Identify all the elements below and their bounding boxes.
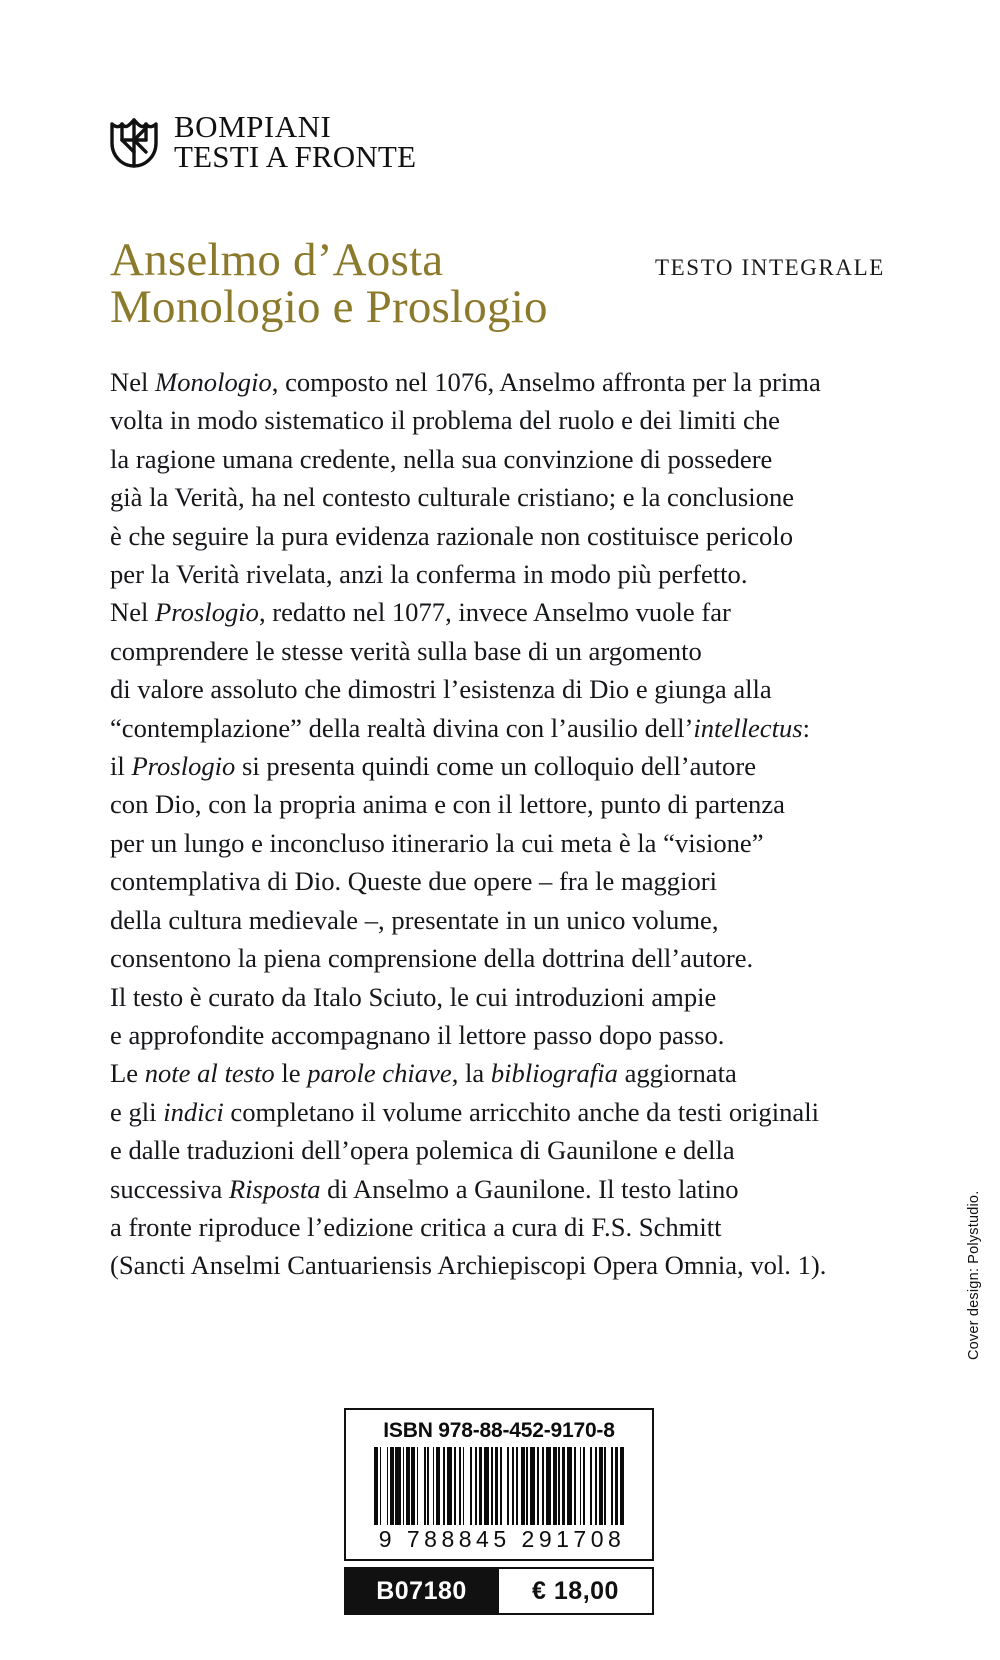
barcode-footer <box>344 1567 654 1615</box>
internal-code: B07180 <box>344 1567 499 1615</box>
cover-design-credit <box>966 1100 994 1360</box>
publisher-name-line1: BOMPIANI <box>174 109 332 144</box>
bompiani-shield-logo-icon <box>108 114 160 170</box>
blurb-line: contemplativa di Dio. Queste due opere – fra le maggiori <box>110 866 718 897</box>
barcode-block <box>344 1408 654 1615</box>
blurb-line: “contemplazione” della realtà divina con l’ausilio dell’intellectus: <box>110 712 811 743</box>
blurb-line: il Proslogio si presenta quindi come un colloquio dell’autore <box>110 751 757 782</box>
price-label: € 18,00 <box>499 1567 654 1615</box>
blurb-line: Nel Proslogio, redatto nel 1077, invece Anselmo vuole far <box>110 597 731 628</box>
barcode-card <box>344 1408 654 1561</box>
back-cover-blurb <box>110 363 880 1285</box>
author-name: Anselmo d’Aosta <box>110 234 444 286</box>
blurb-line: Le note al testo le parole chiave, la bibliografia aggiornata <box>110 1058 737 1089</box>
title-block <box>110 236 900 333</box>
barcode-bars <box>356 1447 642 1525</box>
publisher-series-line: TESTI A FRONTE <box>174 139 417 175</box>
blurb-line: è che seguire la pura evidenza razionale non costituisce pericolo <box>110 520 793 551</box>
blurb-line: con Dio, con la propria anima e con il lettore, punto di partenza <box>110 789 785 820</box>
book-title: Monologio e Proslogio <box>110 280 548 333</box>
cover-design-credit-text: Cover design: Polystudio. <box>966 1190 982 1360</box>
blurb-line: consentono la piena comprensione della dottrina dell’autore. <box>110 943 754 974</box>
publisher-wordmark <box>174 109 417 175</box>
blurb-line: Il testo è curato da Italo Sciuto, le cui introduzioni ampie <box>110 981 717 1012</box>
blurb-line: successiva Risposta di Anselmo a Gaunilone. Il testo latino <box>110 1173 739 1204</box>
blurb-line: e dalle traduzioni dell’opera polemica di Gaunilone e della <box>110 1135 735 1166</box>
blurb-line: per un lungo e inconcluso itinerario la cui meta è la “visione” <box>110 827 764 858</box>
blurb-line: Nel Monologio, composto nel 1076, Anselmo affronta per la prima <box>110 367 821 397</box>
blurb-line: volta in modo sistematico il problema del ruolo e dei limiti che <box>110 405 780 436</box>
blurb-line: a fronte riproduce l’edizione critica a cura di F.S. Schmitt <box>110 1211 722 1242</box>
blurb-line: comprendere le stesse verità sulla base di un argomento <box>110 635 702 666</box>
blurb-line: la ragione umana credente, nella sua convinzione di possedere <box>110 443 773 474</box>
blurb-line: di valore assoluto che dimostri l’esistenza di Dio e giunga alla <box>110 674 772 705</box>
publisher-logo-block <box>108 109 417 175</box>
blurb-line: della cultura medievale –, presentate in un unico volume, <box>110 904 719 935</box>
blurb-line: per la Verità rivelata, anzi la conferma in modo più perfetto. <box>110 559 748 590</box>
blurb-line: e gli indici completano il volume arricchito anche da testi originali <box>110 1096 819 1127</box>
blurb-line: già la Verità, ha nel contesto culturale cristiano; e la conclusione <box>110 482 795 513</box>
barcode-bar <box>620 1447 624 1525</box>
edition-note: TESTO INTEGRALE <box>655 255 885 280</box>
barcode-digits: 9 788845 291708 <box>378 1526 626 1552</box>
isbn-label: ISBN 978-88-452-9170-8 <box>383 1419 615 1442</box>
blurb-line: e approfondite accompagnano il lettore passo dopo passo. <box>110 1019 725 1050</box>
blurb-line: (Sancti Anselmi Cantuariensis Archiepiscopi Opera Omnia, vol. 1). <box>110 1250 827 1281</box>
